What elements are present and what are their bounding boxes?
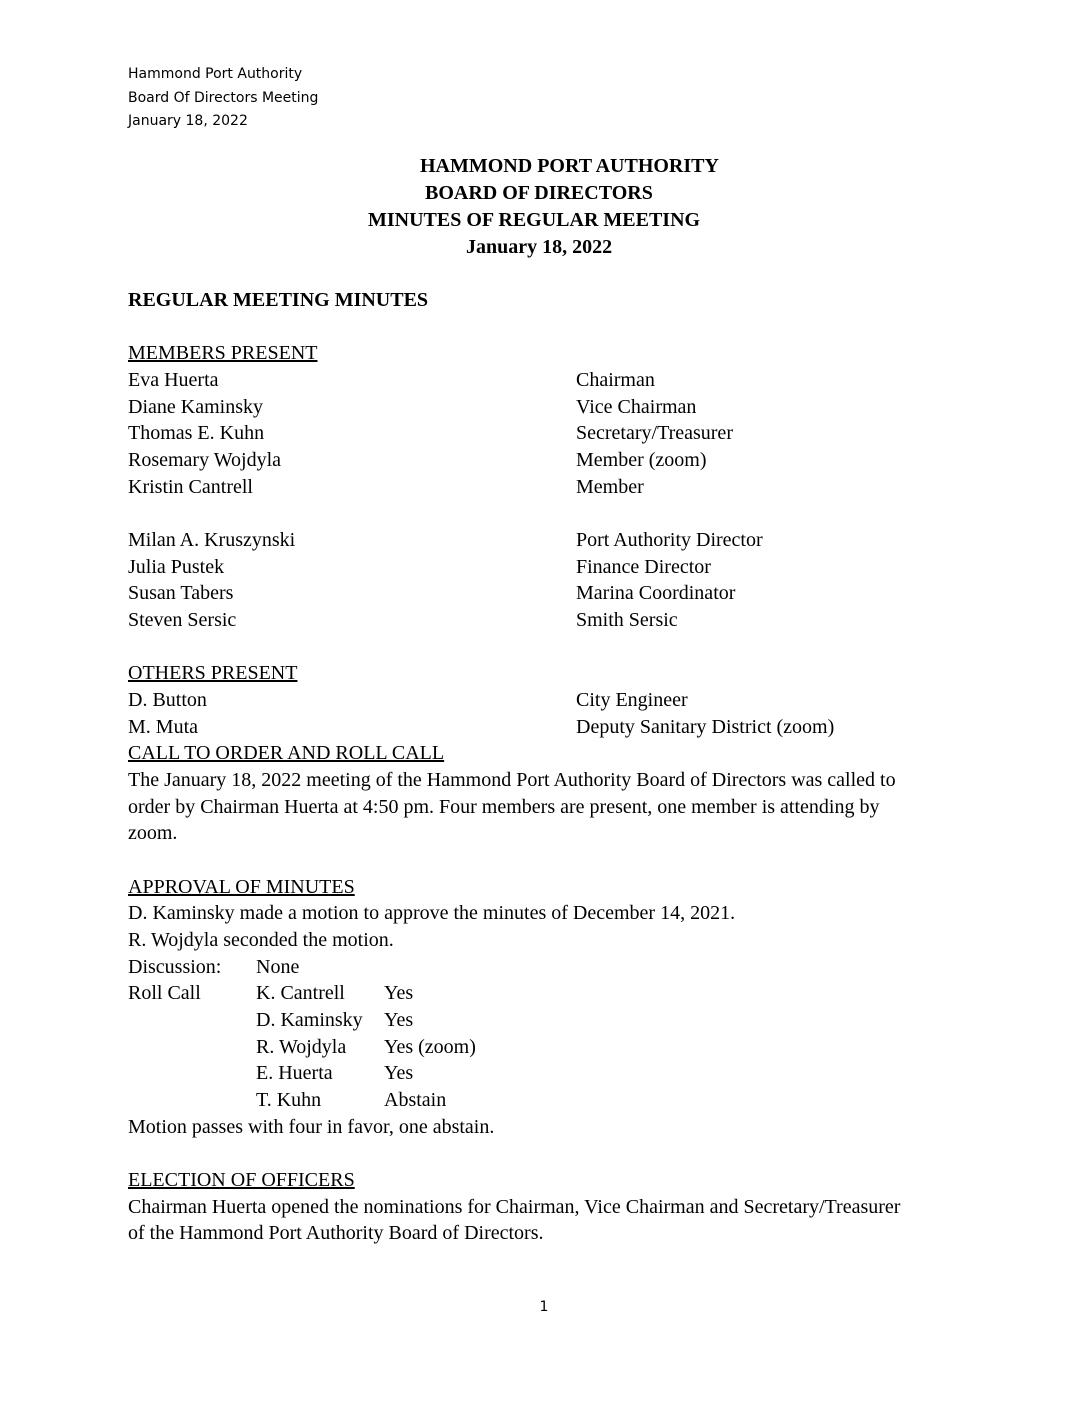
discussion-value: None [256, 956, 300, 978]
staff-role: Marina Coordinator [576, 582, 736, 604]
member-role: Chairman [576, 369, 655, 391]
other-role: Deputy Sanitary District (zoom) [576, 716, 835, 738]
vote-value: Yes [384, 1062, 414, 1084]
member-role: Secretary/Treasurer [576, 422, 733, 444]
election-line: Chairman Huerta opened the nominations for Chairman, Vice Chairman and Secretary/Treasurer [128, 1196, 901, 1218]
motion-result: Motion passes with four in favor, one abstain. [128, 1116, 495, 1138]
member-row [128, 394, 968, 421]
vote-name: R. Wojdyla [256, 1036, 347, 1058]
running-header [128, 63, 318, 134]
member-row [128, 474, 968, 501]
roll-call-label: Roll Call [128, 982, 201, 1004]
other-name: M. Muta [128, 716, 198, 738]
staff-row [128, 554, 968, 581]
member-row [128, 447, 968, 474]
staff-row [128, 607, 968, 634]
motion-text: D. Kaminsky made a motion to approve the minutes of December 14, 2021. [128, 902, 736, 924]
staff-name: Steven Sersic [128, 609, 237, 631]
header-org: Hammond Port Authority [128, 66, 303, 82]
other-name: D. Button [128, 689, 207, 711]
vote-name: D. Kaminsky [256, 1009, 363, 1031]
vote-row [128, 1087, 968, 1114]
section-heading: REGULAR MEETING MINUTES [128, 289, 429, 311]
title-line-3: MINUTES OF REGULAR MEETING [368, 209, 701, 231]
staff-name: Susan Tabers [128, 582, 234, 604]
member-role: Member (zoom) [576, 449, 707, 471]
discussion-row [128, 954, 968, 981]
approval-of-minutes-heading: APPROVAL OF MINUTES [128, 876, 355, 898]
staff-name: Julia Pustek [128, 556, 225, 578]
staff-row [128, 580, 968, 607]
others-present-heading: OTHERS PRESENT [128, 662, 298, 684]
member-name: Diane Kaminsky [128, 396, 263, 418]
discussion-label: Discussion: [128, 956, 222, 978]
election-of-officers-heading: ELECTION OF OFFICERS [128, 1169, 355, 1191]
member-row [128, 420, 968, 447]
vote-name: K. Cantrell [256, 982, 345, 1004]
title-line-4: January 18, 2022 [466, 236, 613, 258]
members-present-heading: MEMBERS PRESENT [128, 342, 318, 364]
vote-row [128, 1060, 968, 1087]
second-text: R. Wojdyla seconded the motion. [128, 929, 394, 951]
call-to-order-line: order by Chairman Huerta at 4:50 pm. Four members are present, one member is attending by [128, 796, 880, 818]
title-line-2: BOARD OF DIRECTORS [425, 182, 653, 204]
vote-name: T. Kuhn [256, 1089, 322, 1111]
member-row [128, 367, 968, 394]
title-line-1: HAMMOND PORT AUTHORITY [420, 155, 719, 177]
vote-name: E. Huerta [256, 1062, 333, 1084]
staff-row [128, 527, 968, 554]
member-name: Rosemary Wojdyla [128, 449, 281, 471]
call-to-order-line: zoom. [128, 822, 178, 844]
vote-row [128, 1034, 968, 1061]
document-title [128, 153, 968, 261]
member-name: Eva Huerta [128, 369, 219, 391]
vote-value: Abstain [384, 1089, 447, 1111]
member-name: Kristin Cantrell [128, 476, 253, 498]
vote-row [128, 980, 968, 1007]
staff-role: Smith Sersic [576, 609, 678, 631]
vote-value: Yes [384, 982, 414, 1004]
member-role: Member [576, 476, 644, 498]
vote-value: Yes [384, 1009, 414, 1031]
page-number: 1 [539, 1299, 549, 1315]
call-to-order-line: The January 18, 2022 meeting of the Hammond Port Authority Board of Directors was called to [128, 769, 896, 791]
staff-role: Finance Director [576, 556, 711, 578]
call-to-order-heading: CALL TO ORDER AND ROLL CALL [128, 742, 445, 764]
member-name: Thomas E. Kuhn [128, 422, 265, 444]
staff-role: Port Authority Director [576, 529, 763, 551]
other-role: City Engineer [576, 689, 688, 711]
other-row [128, 687, 968, 714]
header-date: January 18, 2022 [128, 113, 248, 129]
other-row [128, 714, 968, 741]
vote-row [128, 1007, 968, 1034]
vote-value: Yes (zoom) [384, 1036, 476, 1058]
election-line: of the Hammond Port Authority Board of Directors. [128, 1222, 544, 1244]
staff-name: Milan A. Kruszynski [128, 529, 296, 551]
header-meeting: Board Of Directors Meeting [128, 89, 319, 106]
member-role: Vice Chairman [576, 396, 697, 418]
